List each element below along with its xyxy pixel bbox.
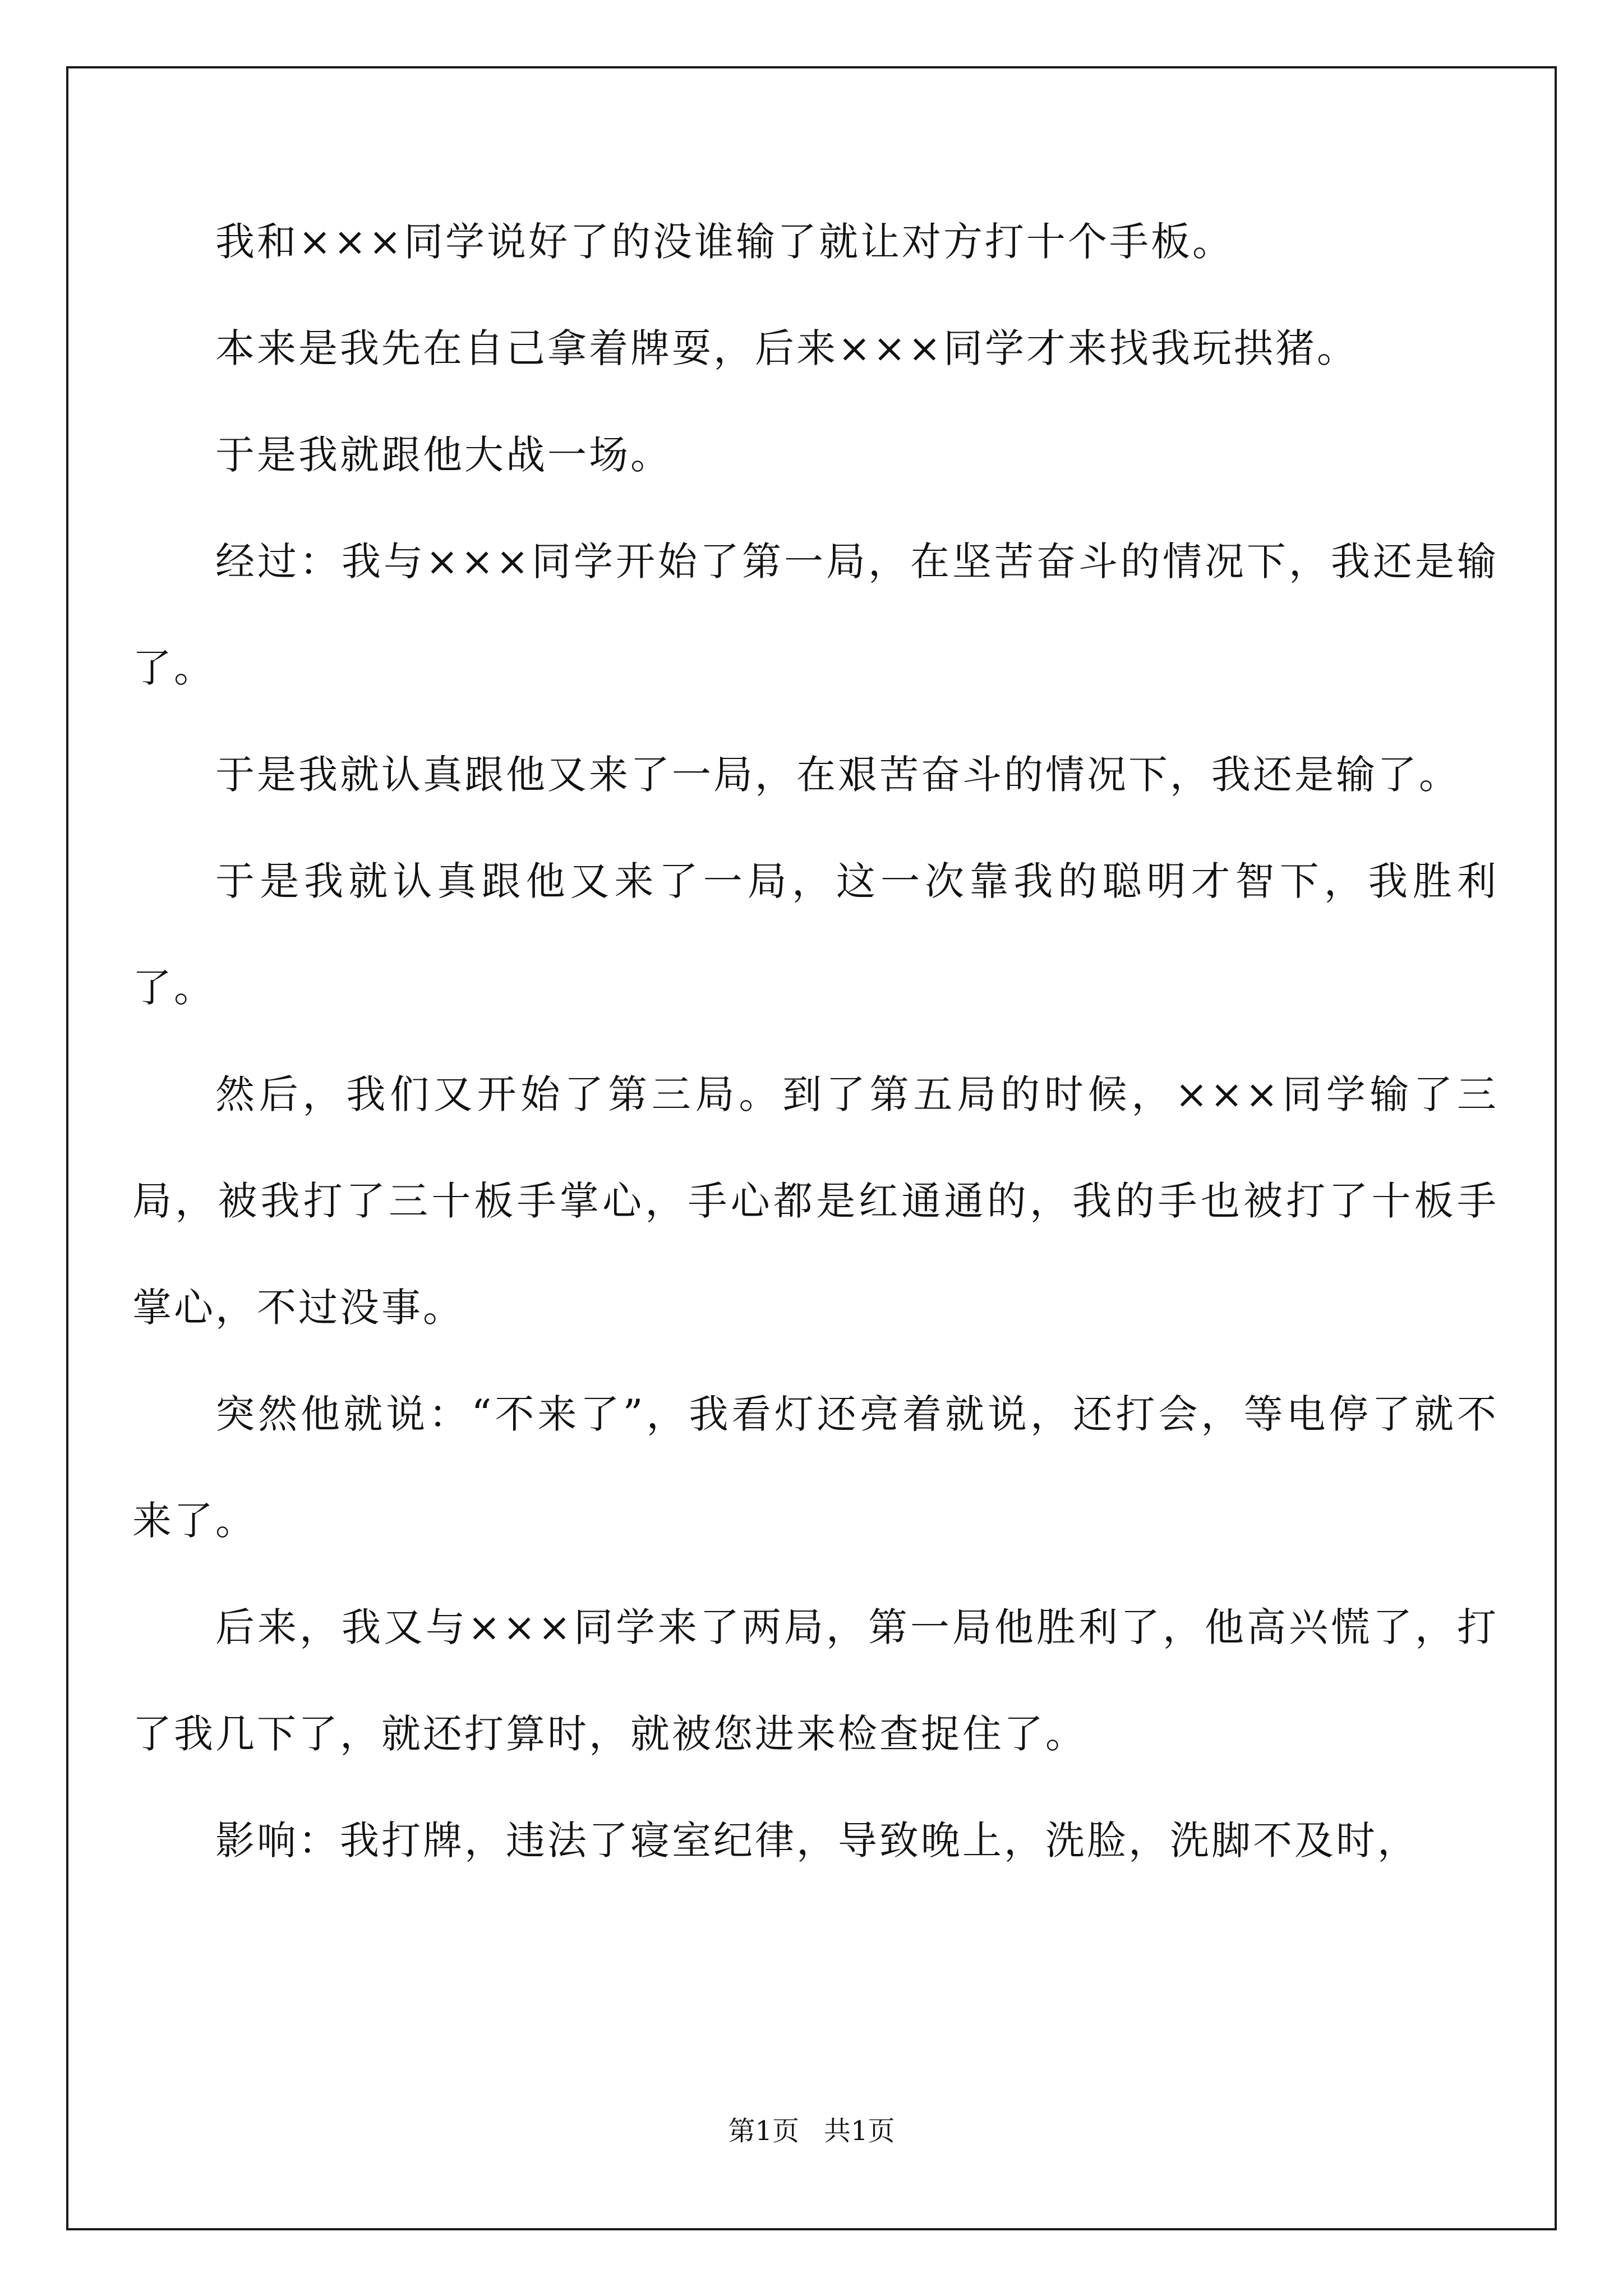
paragraph-5: 于是我就认真跟他又来了一局，在艰苦奋斗的情况下，我还是输了。 [215, 752, 1460, 798]
paragraph-2: 本来是我先在自己拿着牌耍，后来×××同学才来找我玩拱猪。 [215, 325, 1358, 371]
paragraph-9: 后来，我又与×××同学来了两局，第一局他胜利了，他高兴慌了，打了我几下了，就还打算时，就被您进来检查捉住了。 [132, 1604, 1498, 1757]
paragraph-4: 经过：我与×××同学开始了第一局，在坚苦奋斗的情况下，我还是输了。 [132, 539, 1498, 691]
paragraph-1: 我和×××同学说好了的没谁输了就让对方打十个手板。 [215, 219, 1234, 265]
paragraph-10: 影响：我打牌，违法了寝室纪律，导致晚上，洗脸，洗脚不及时， [215, 1818, 1419, 1864]
paragraph-6: 于是我就认真跟他又来了一局，这一次靠我的聪明才智下，我胜利了。 [132, 858, 1498, 1011]
page-number: 第1页 [728, 2115, 799, 2147]
paragraph-7: 然后，我们又开始了第三局。到了第五局的时候，×××同学输了三局，被我打了三十板手掌心，手心都是红通通的，我的手也被打了十板手掌心，不过没事。 [132, 1071, 1498, 1331]
document-body [132, 188, 1498, 1894]
paragraph-8: 突然他就说：“不来了”，我看灯还亮着就说，还打会，等电停了就不来了。 [132, 1391, 1498, 1544]
page-total: 共1页 [824, 2115, 895, 2147]
paragraph-3: 于是我就跟他大战一场。 [215, 432, 672, 478]
page-footer [0, 2109, 1623, 2148]
